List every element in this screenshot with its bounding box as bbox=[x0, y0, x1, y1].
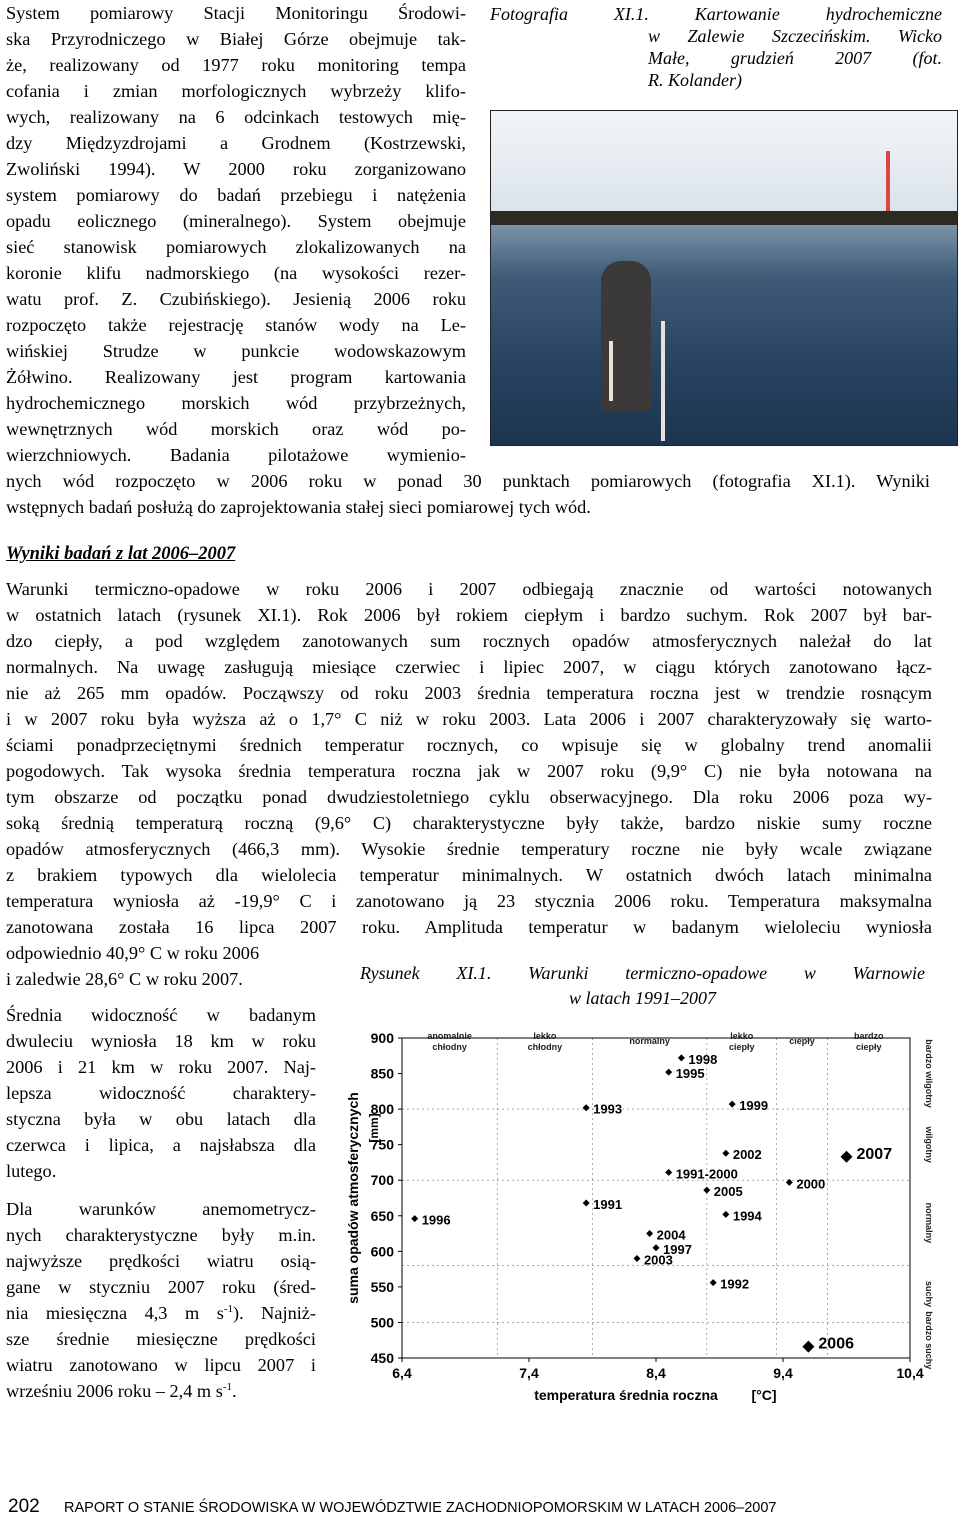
y-tick-label: 750 bbox=[370, 1136, 394, 1153]
data-point bbox=[722, 1150, 729, 1157]
text-line bbox=[6, 1300, 316, 1326]
data-point-label: 2006 bbox=[818, 1335, 854, 1353]
text-line: 2006 i 21 km w roku 2007. Naj- bbox=[6, 1057, 316, 1077]
x-axis-label: temperatura średnia roczna bbox=[534, 1387, 718, 1403]
data-point bbox=[653, 1244, 660, 1251]
intro-continuation bbox=[6, 468, 930, 520]
data-point bbox=[729, 1101, 736, 1108]
data-point-label: 1999 bbox=[739, 1098, 769, 1114]
data-point bbox=[802, 1341, 814, 1353]
wind-paragraph bbox=[6, 1196, 316, 1404]
photo-caption bbox=[490, 3, 942, 91]
climate-chart bbox=[342, 1028, 940, 1408]
y-tick-label: 700 bbox=[370, 1172, 394, 1189]
caption-line: R. Kolander) bbox=[648, 70, 742, 90]
data-point bbox=[583, 1104, 590, 1111]
text-line: zanotowana została 16 lipca 2007 roku. Amplituda temperatur w badanym wieloleciu wyniosła bbox=[6, 917, 932, 937]
results-paragraph bbox=[6, 576, 932, 940]
text-line: pogodowych. Tak wysoka średnia temperatura roczna jak w 2007 roku (9,9° C) nie była notowana na bbox=[6, 761, 932, 781]
text-line: nych charakterystyczne były m.in. bbox=[6, 1225, 316, 1245]
y-tick-label: 450 bbox=[370, 1350, 394, 1366]
text-line: z brakiem typowych dla wielolecia temperatur minimalnych. W ostatnich dwóch latach minimalna bbox=[6, 865, 932, 885]
precipitation-class-label: suchy bbox=[924, 1280, 934, 1308]
text-line: i zaledwie 28,6° C w roku 2007. bbox=[6, 969, 243, 989]
text-line: koronie klifu nadmorskiego (na wysokości rezer- bbox=[6, 263, 466, 283]
text-line: wewnętrznych wód morskich oraz wód po- bbox=[6, 419, 466, 439]
page-number: 202 bbox=[8, 1496, 40, 1517]
data-point bbox=[710, 1279, 717, 1286]
text-line bbox=[6, 1378, 316, 1404]
data-point-label: 1991 bbox=[593, 1196, 623, 1212]
text-line: nych wód rozpoczęto w 2006 roku w ponad 30 punktach pomiarowych (fotografia XI.1). Wyniki bbox=[6, 471, 930, 491]
temperature-class-label: ciepły bbox=[728, 1042, 755, 1052]
data-point-label: 1996 bbox=[421, 1212, 451, 1228]
data-point-label: 1997 bbox=[663, 1241, 692, 1257]
text-line: Dla warunków anemometrycz- bbox=[6, 1199, 316, 1219]
y-tick-label: 650 bbox=[370, 1207, 394, 1224]
text-line: sieć stanowisk pomiarowych zlokalizowanych na bbox=[6, 237, 466, 257]
section-heading: Wyniki badań z lat 2006–2007 bbox=[6, 544, 236, 564]
text-line: Żółwino. Realizowany jest program kartowania bbox=[6, 367, 466, 387]
precipitation-class-label: bardzo suchy bbox=[924, 1311, 934, 1370]
text-fragment: . bbox=[232, 1381, 237, 1401]
caption-line: Małe, grudzień 2007 (fot. bbox=[648, 48, 942, 68]
text-line: System pomiarowy Stacji Monitoringu Środowi- bbox=[6, 3, 466, 23]
y-axis-label: suma opadów atmosferycznych bbox=[345, 1092, 361, 1304]
data-point-label: 2005 bbox=[713, 1184, 743, 1200]
text-line: system pomiarowy do badań przebiegu i natężenia bbox=[6, 185, 466, 205]
text-line: najwyższe prędkości wiatru osią- bbox=[6, 1251, 316, 1271]
text-line: ściami ponadprzeciętnymi średnich temperatur rocznych, co wpisuje się w globalny trend anomalii bbox=[6, 735, 932, 755]
temperature-class-label: chłodny bbox=[432, 1042, 467, 1052]
data-point bbox=[583, 1199, 590, 1206]
chart-svg bbox=[342, 1028, 940, 1408]
photo-shoreline bbox=[491, 211, 957, 224]
text-fragment: wrześniu 2006 roku – 2,4 m s bbox=[6, 1381, 223, 1401]
data-point-label: 1993 bbox=[593, 1101, 623, 1117]
text-line: styczna była w obu latach dla bbox=[6, 1109, 316, 1129]
text-line: dzo ciepły, a pod względem zanotowanych sum rocznych opadów atmosferycznych należał do lat bbox=[6, 631, 932, 651]
text-line: gane w styczniu 2007 roku (śred- bbox=[6, 1277, 316, 1297]
text-line: wierzchniowych. Badania pilotażowe wymienio- bbox=[6, 445, 466, 465]
caption-line: Fotografia XI.1. Kartowanie hydrochemiczne bbox=[490, 4, 942, 24]
fieldwork-photo bbox=[490, 110, 958, 446]
photo-pole bbox=[886, 151, 890, 211]
text-line: czerwca i lipica, a najsłabsza dla bbox=[6, 1135, 316, 1155]
data-point-label: 2007 bbox=[856, 1145, 893, 1163]
x-tick-label: 8,4 bbox=[646, 1365, 666, 1381]
y-tick-label: 500 bbox=[370, 1314, 394, 1331]
temperature-class-label: anomalnie bbox=[427, 1031, 472, 1041]
text-line: sze średnie miesięczne prędkości bbox=[6, 1329, 316, 1349]
data-point bbox=[722, 1211, 729, 1218]
data-point-label: 2004 bbox=[656, 1227, 686, 1243]
x-tick-label: 7,4 bbox=[519, 1365, 539, 1381]
text-line: opadu eolicznego (mineralnego). System obejmuje bbox=[6, 211, 466, 231]
y-tick-label: 550 bbox=[370, 1278, 394, 1295]
data-point-label: 2003 bbox=[643, 1252, 673, 1268]
data-point bbox=[665, 1169, 672, 1176]
plot-frame bbox=[402, 1038, 910, 1358]
text-line: dwuleciu wyniosła 18 km w roku bbox=[6, 1031, 316, 1051]
figure-caption bbox=[360, 962, 925, 1009]
text-line: wych, realizowany na 6 odcinkach testowych mię- bbox=[6, 107, 466, 127]
text-line: ska Przyrodniczego w Białej Górze obejmuje tak- bbox=[6, 29, 466, 49]
text-line: lutego. bbox=[6, 1161, 57, 1181]
y-axis-unit: [mm] bbox=[367, 1113, 381, 1143]
data-point-label: 1994 bbox=[732, 1208, 762, 1224]
text-line: tym obszarze od początku ponad dwudziestoletniego cyklu obserwacyjnego. Dla roku 2006 poza wy- bbox=[6, 787, 932, 807]
text-line: cofania i zmian morfologicznych wybrzeży klifo- bbox=[6, 81, 466, 101]
text-line: odpowiednio 40,9° C w roku 2006 bbox=[6, 943, 260, 963]
text-line: że, realizowany od 1977 roku monitoring tempa bbox=[6, 55, 466, 75]
text-line: Zwoliński 1994). W 2000 roku zorganizowano bbox=[6, 159, 466, 179]
y-tick-label: 800 bbox=[370, 1101, 394, 1118]
text-line: rozpoczęto także rejestrację stanów wody na Le- bbox=[6, 315, 466, 335]
superscript: -1 bbox=[222, 1380, 232, 1393]
data-point bbox=[786, 1179, 793, 1186]
x-tick-label: 6,4 bbox=[392, 1365, 412, 1381]
data-point bbox=[665, 1069, 672, 1076]
data-point bbox=[411, 1215, 418, 1222]
data-point-label: 1995 bbox=[675, 1066, 705, 1082]
x-tick-label: 10,4 bbox=[896, 1365, 924, 1381]
text-line: i w 2007 roku była wyższa aż o 1,7° C niż w roku 2003. Lata 2006 i 2007 charakteryzowały się warto- bbox=[6, 709, 932, 729]
temperature-class-label: normalny bbox=[629, 1036, 670, 1046]
temperature-class-label: lekko bbox=[730, 1031, 754, 1041]
text-line: normalnych. Na uwagę zasługują miesiące czerwiec i lipiec 2007, w ciągu których zanotowano łącz- bbox=[6, 657, 932, 677]
text-line: hydrochemicznego morskich wód przybrzeżnych, bbox=[6, 393, 466, 413]
precipitation-class-label: bardzo wilgotny bbox=[924, 1039, 934, 1108]
text-line: soką średnią temperaturą roczną (9,6° C) charakterystyczne były także, bardzo niskie sumy roczne bbox=[6, 813, 932, 833]
data-point bbox=[646, 1230, 653, 1237]
temperature-class-label: bardzo bbox=[853, 1031, 884, 1041]
superscript: -1 bbox=[223, 1302, 233, 1315]
temperature-class-label: lekko bbox=[533, 1031, 557, 1041]
text-line: dzy Międzyzdrojami a Grodnem (Kostrzewski, bbox=[6, 133, 466, 153]
y-tick-label: 900 bbox=[370, 1030, 394, 1046]
text-line: wiatru zanotowano w lipcu 2007 i bbox=[6, 1355, 316, 1375]
x-tick-label: 9,4 bbox=[773, 1365, 793, 1381]
precipitation-class-label: normalny bbox=[924, 1202, 934, 1244]
data-point-label: 2000 bbox=[796, 1176, 826, 1192]
data-point bbox=[633, 1255, 640, 1262]
photo-pole bbox=[609, 341, 613, 401]
report-title: RAPORT O STANIE ŚRODOWISKA W WOJEWÓDZTWIE ZACHODNIOPOMORSKIM W LATACH 2006–2007 bbox=[64, 1500, 777, 1516]
temperature-class-label: ciepły bbox=[789, 1036, 815, 1046]
text-line: Średnia widoczność w badanym bbox=[6, 1005, 316, 1025]
caption-line: w latach 1991–2007 bbox=[569, 988, 716, 1008]
data-point-label: 1992 bbox=[720, 1276, 750, 1292]
results-tail bbox=[6, 940, 346, 992]
text-line: wińskiej Strudze w punkcie wodowskazowym bbox=[6, 341, 466, 361]
data-point bbox=[678, 1054, 685, 1061]
data-point-label: 2002 bbox=[732, 1147, 762, 1163]
data-point bbox=[841, 1151, 853, 1163]
text-fragment: nia miesięczna 4,3 m s bbox=[6, 1303, 224, 1323]
visibility-paragraph bbox=[6, 1002, 316, 1184]
text-line: watu prof. Z. Czubińskiego). Jesienią 2006 roku bbox=[6, 289, 466, 309]
intro-paragraph bbox=[6, 0, 466, 468]
text-line: nie aż 265 mm opadów. Począwszy od roku 2003 średnia temperatura roczna jest w trendzie rosnącym bbox=[6, 683, 932, 703]
data-point-label: 1998 bbox=[688, 1051, 718, 1067]
caption-line: w Zalewie Szczecińskim. Wicko bbox=[648, 26, 942, 46]
photo-pole bbox=[661, 321, 665, 441]
temperature-class-label: chłodny bbox=[527, 1042, 563, 1052]
text-line: temperatura wyniosła aż -19,9° C i zanotowano ją 23 stycznia 2006 roku. Temperatura maksymalna bbox=[6, 891, 932, 911]
text-line: wstępnych badań posłużą do zaprojektowania stałej sieci pomiarowej tych wód. bbox=[6, 497, 591, 517]
precipitation-class-label: wilgotny bbox=[924, 1126, 934, 1163]
data-point-label: 1991-2000 bbox=[675, 1166, 738, 1182]
y-tick-label: 850 bbox=[370, 1065, 394, 1082]
text-line: opadów atmosferycznych (466,3 mm). Wysokie średnie temperatury roczne nie były wcale związane bbox=[6, 839, 932, 859]
caption-line: Rysunek XI.1. Warunki termiczno-opadowe w Warnowie bbox=[360, 963, 925, 983]
temperature-class-label: ciepły bbox=[855, 1042, 882, 1052]
data-point bbox=[703, 1187, 710, 1194]
x-axis-unit: [°C] bbox=[751, 1387, 777, 1403]
text-line: lepsza widoczność charaktery- bbox=[6, 1083, 316, 1103]
y-tick-label: 600 bbox=[370, 1243, 394, 1260]
text-line: w ostatnich latach (rysunek XI.1). Rok 2006 był rokiem ciepłym i bardzo suchym. Rok 2007 był bar- bbox=[6, 605, 932, 625]
text-fragment: ). Najniż- bbox=[233, 1303, 316, 1323]
text-line: Warunki termiczno-opadowe w roku 2006 i 2007 odbiegają znacznie od wartości notowanych bbox=[6, 579, 932, 599]
